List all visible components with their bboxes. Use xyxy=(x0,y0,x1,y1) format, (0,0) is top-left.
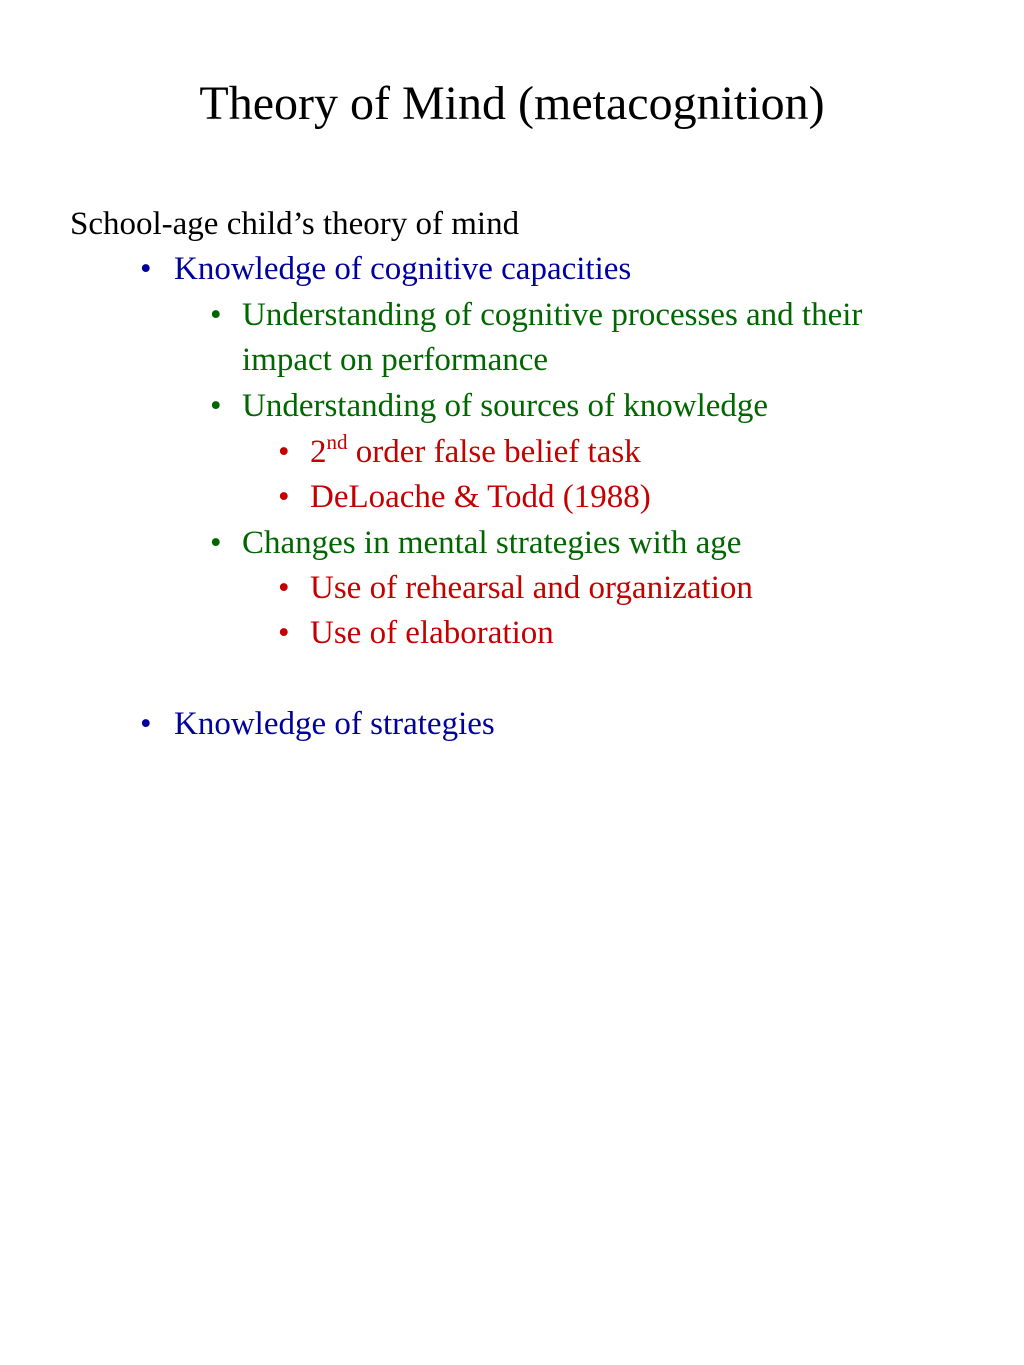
list-item-level3 xyxy=(278,474,651,520)
bullet-icon: • xyxy=(278,615,290,651)
slide-title: Theory of Mind (metacognition) xyxy=(199,77,825,130)
list-item-text: Use of rehearsal and organization xyxy=(310,570,753,606)
list-item-text: Use of elaboration xyxy=(310,615,554,651)
bullet-icon: • xyxy=(278,434,290,470)
bullet-icon: • xyxy=(278,479,290,515)
list-item-text: DeLoache & Todd (1988) xyxy=(310,479,651,515)
list-item-level1 xyxy=(140,246,632,292)
bullet-icon: • xyxy=(210,525,222,561)
bullet-icon: • xyxy=(210,388,222,424)
list-item-text: Knowledge of strategies xyxy=(174,706,495,742)
bullet-icon: • xyxy=(278,570,290,606)
ordinal-number: 2 xyxy=(310,434,327,470)
bullet-icon: • xyxy=(140,251,152,287)
list-item-level2 xyxy=(210,520,742,566)
list-item-text: impact on performance xyxy=(242,342,549,378)
list-item-level2 xyxy=(210,292,863,338)
list-item-level2 xyxy=(210,383,769,429)
bullet-icon: • xyxy=(210,297,222,333)
list-item-text: Changes in mental strategies with age xyxy=(242,525,742,561)
list-item-text: Understanding of sources of knowledge xyxy=(242,388,769,424)
list-item-level3 xyxy=(278,610,554,656)
section-heading: School-age child’s theory of mind xyxy=(70,206,520,242)
list-item-continuation xyxy=(242,337,548,383)
bullet-icon: • xyxy=(140,706,152,742)
list-item-level1 xyxy=(140,701,495,747)
list-item-level3 xyxy=(278,429,641,478)
ordinal-suffix: nd xyxy=(326,430,348,454)
list-item-text: order false belief task xyxy=(347,434,641,470)
list-item-level3 xyxy=(278,565,753,611)
list-item-text: Understanding of cognitive processes and their xyxy=(242,297,863,333)
list-item-text: Knowledge of cognitive capacities xyxy=(174,251,632,287)
